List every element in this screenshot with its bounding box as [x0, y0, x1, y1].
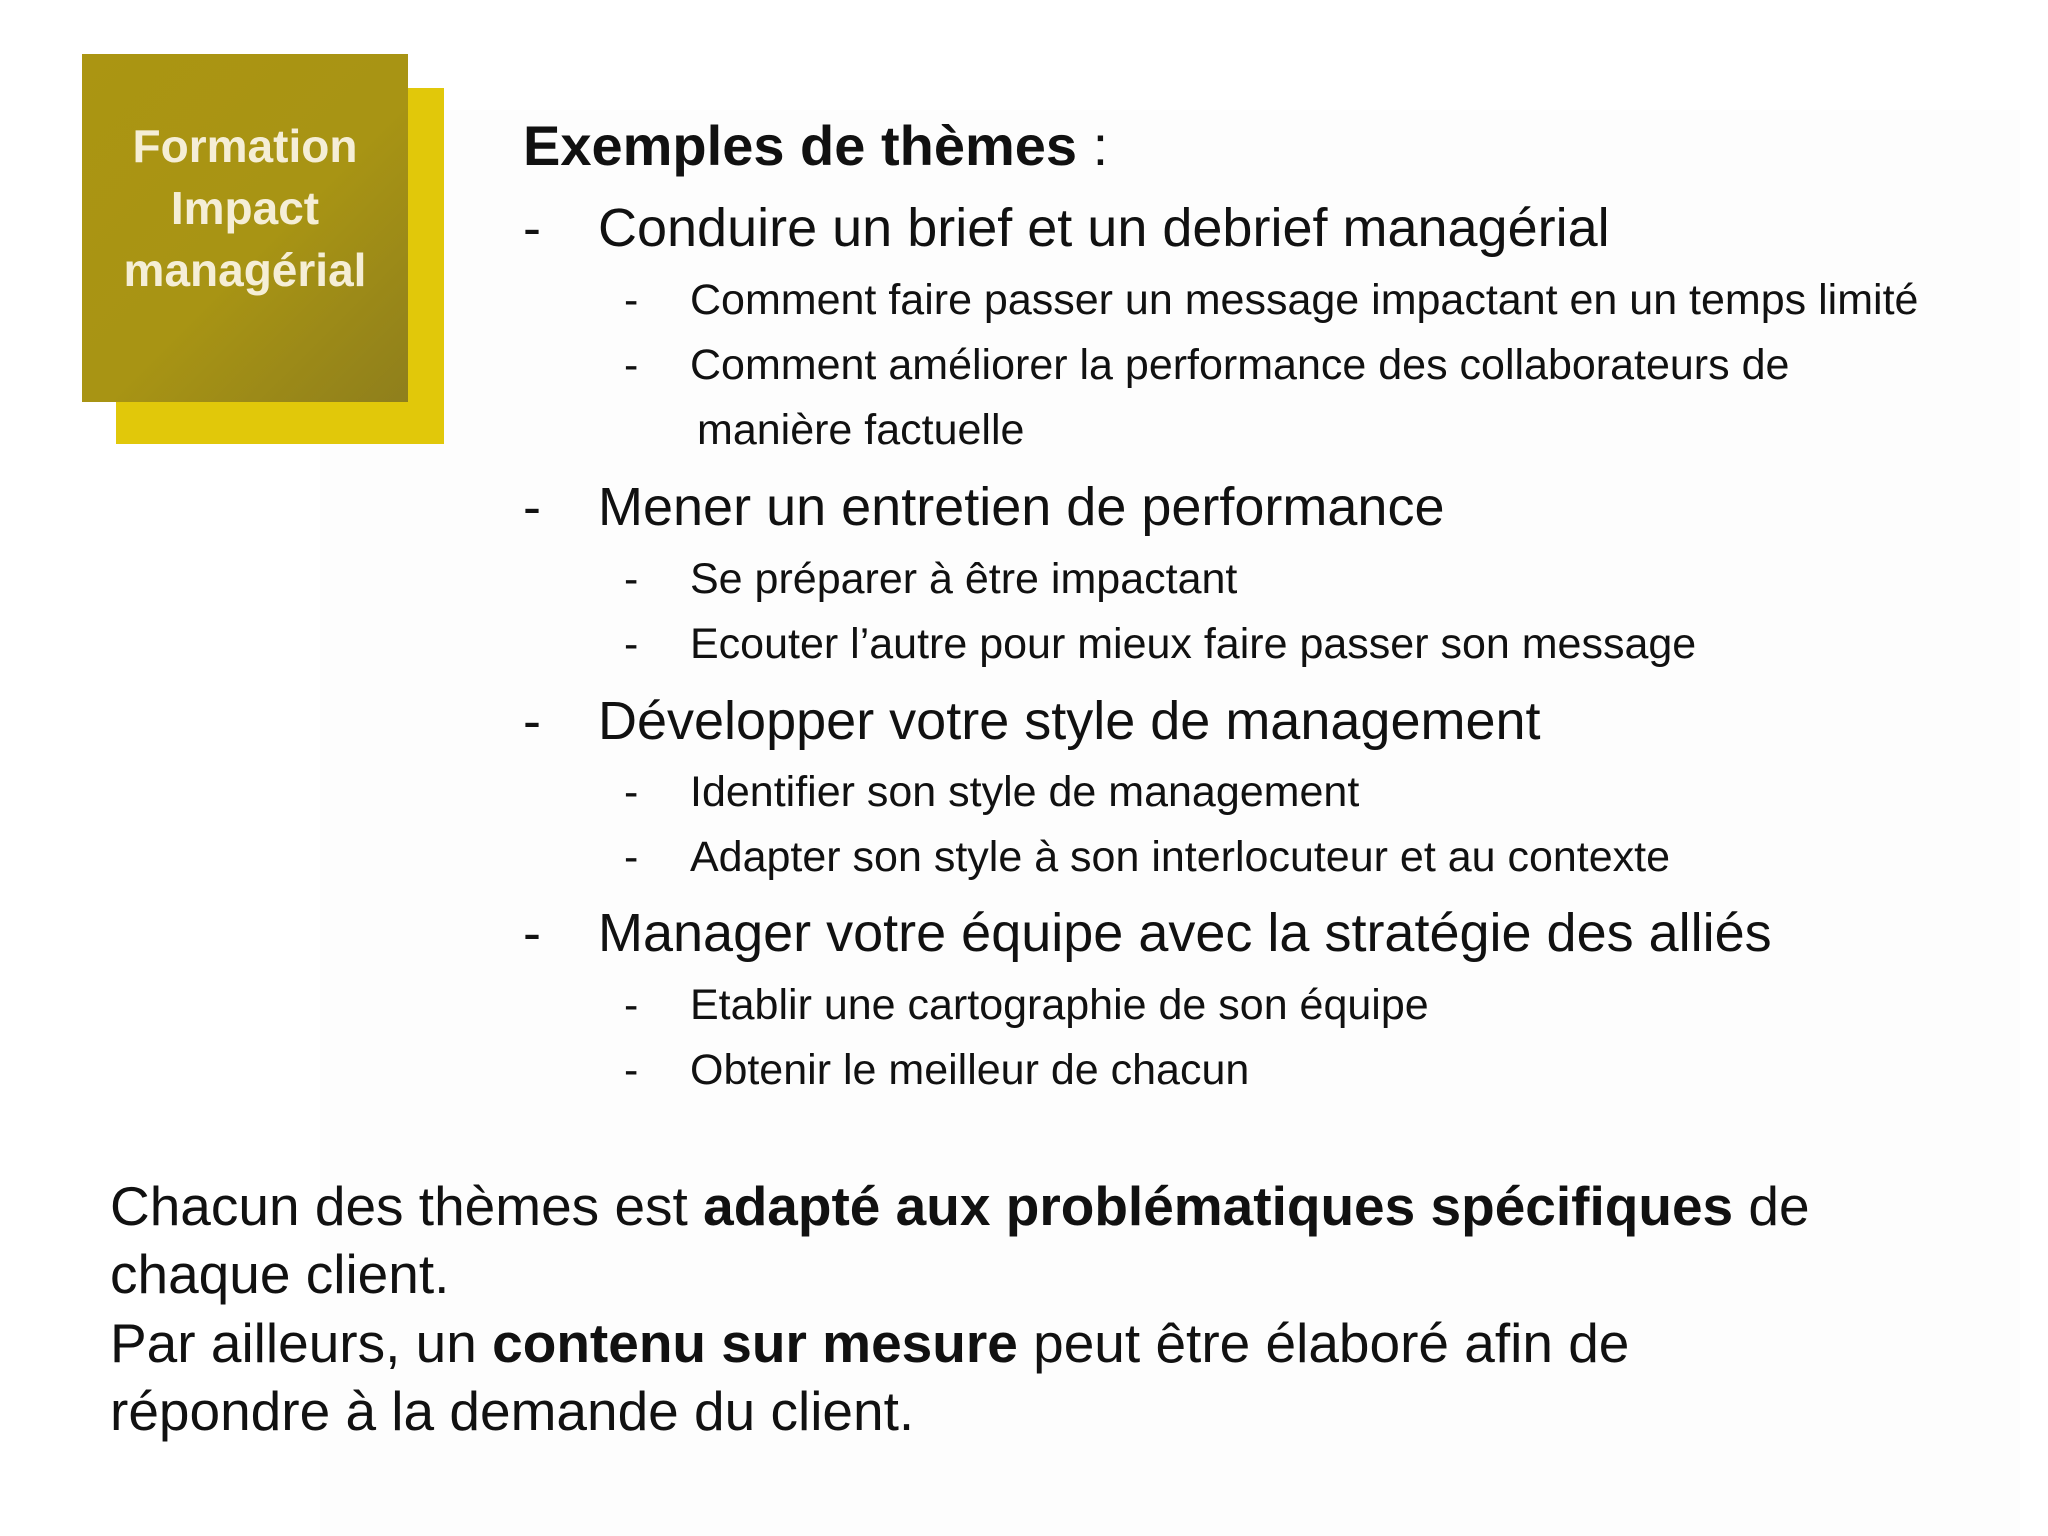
bullet-dash: - [624, 833, 639, 881]
footer-text: de [1733, 1175, 1810, 1237]
subitem-label: Ecouter l’autre pour mieux faire passer son message [690, 620, 1697, 668]
subitem-label: Etablir une cartographie de son équipe [690, 981, 1429, 1029]
footer-text: chaque client. [110, 1243, 450, 1305]
theme-label: Mener un entretien de performance [598, 477, 1445, 537]
footer-line-1 [110, 1172, 1810, 1240]
bullet-dash: - [523, 198, 541, 258]
footer-text: Par ailleurs, un [110, 1312, 493, 1374]
bullet-dash: - [624, 341, 639, 389]
themes-heading [523, 110, 1108, 182]
subitem-label: Se préparer à être impactant [690, 555, 1238, 603]
footer-line-4 [110, 1377, 914, 1445]
bullet-dash: - [523, 903, 541, 963]
logo-line-3: managérial [123, 244, 367, 296]
logo-front-square [82, 54, 408, 402]
footer-bold-text: adapté aux problématiques spécifiques [703, 1175, 1734, 1237]
subitem-label: Identifier son style de management [690, 768, 1360, 816]
theme-label: Manager votre équipe avec la stratégie des alliés [598, 903, 1772, 963]
footer-text: répondre à la demande du client. [110, 1380, 915, 1442]
subitem-label: Adapter son style à son interlocuteur et au contexte [690, 833, 1671, 881]
bullet-dash: - [624, 276, 639, 324]
footer-text: Chacun des thèmes est [110, 1175, 704, 1237]
bullet-dash: - [523, 691, 541, 751]
themes-heading-bold: Exemples de thèmes [523, 114, 1078, 177]
theme-label: Conduire un brief et un debrief managérial [598, 198, 1610, 258]
subitem-label: Obtenir le meilleur de chacun [690, 1046, 1250, 1094]
theme-label: Développer votre style de management [598, 691, 1541, 751]
footer-text: peut être élaboré afin de [1017, 1312, 1630, 1374]
footer-line-2 [110, 1240, 449, 1308]
logo-line-2: Impact [170, 182, 320, 234]
bullet-dash: - [624, 1046, 639, 1094]
bullet-dash: - [523, 477, 541, 537]
footer-line-3 [110, 1309, 1629, 1377]
bullet-dash: - [624, 768, 639, 816]
logo-line-1: Formation [132, 120, 358, 172]
bullet-dash: - [624, 555, 639, 603]
formation-logo [82, 54, 452, 446]
bullet-dash: - [624, 981, 639, 1029]
bullet-dash: - [624, 620, 639, 668]
subitem-continuation: manière factuelle [697, 406, 1025, 454]
subitem-label: Comment faire passer un message impactant en un temps limité [690, 276, 1919, 324]
footer-bold-text: contenu sur mesure [492, 1312, 1018, 1374]
subitem-label: Comment améliorer la performance des collaborateurs de [690, 341, 1790, 389]
themes-heading-colon: : [1077, 114, 1109, 177]
